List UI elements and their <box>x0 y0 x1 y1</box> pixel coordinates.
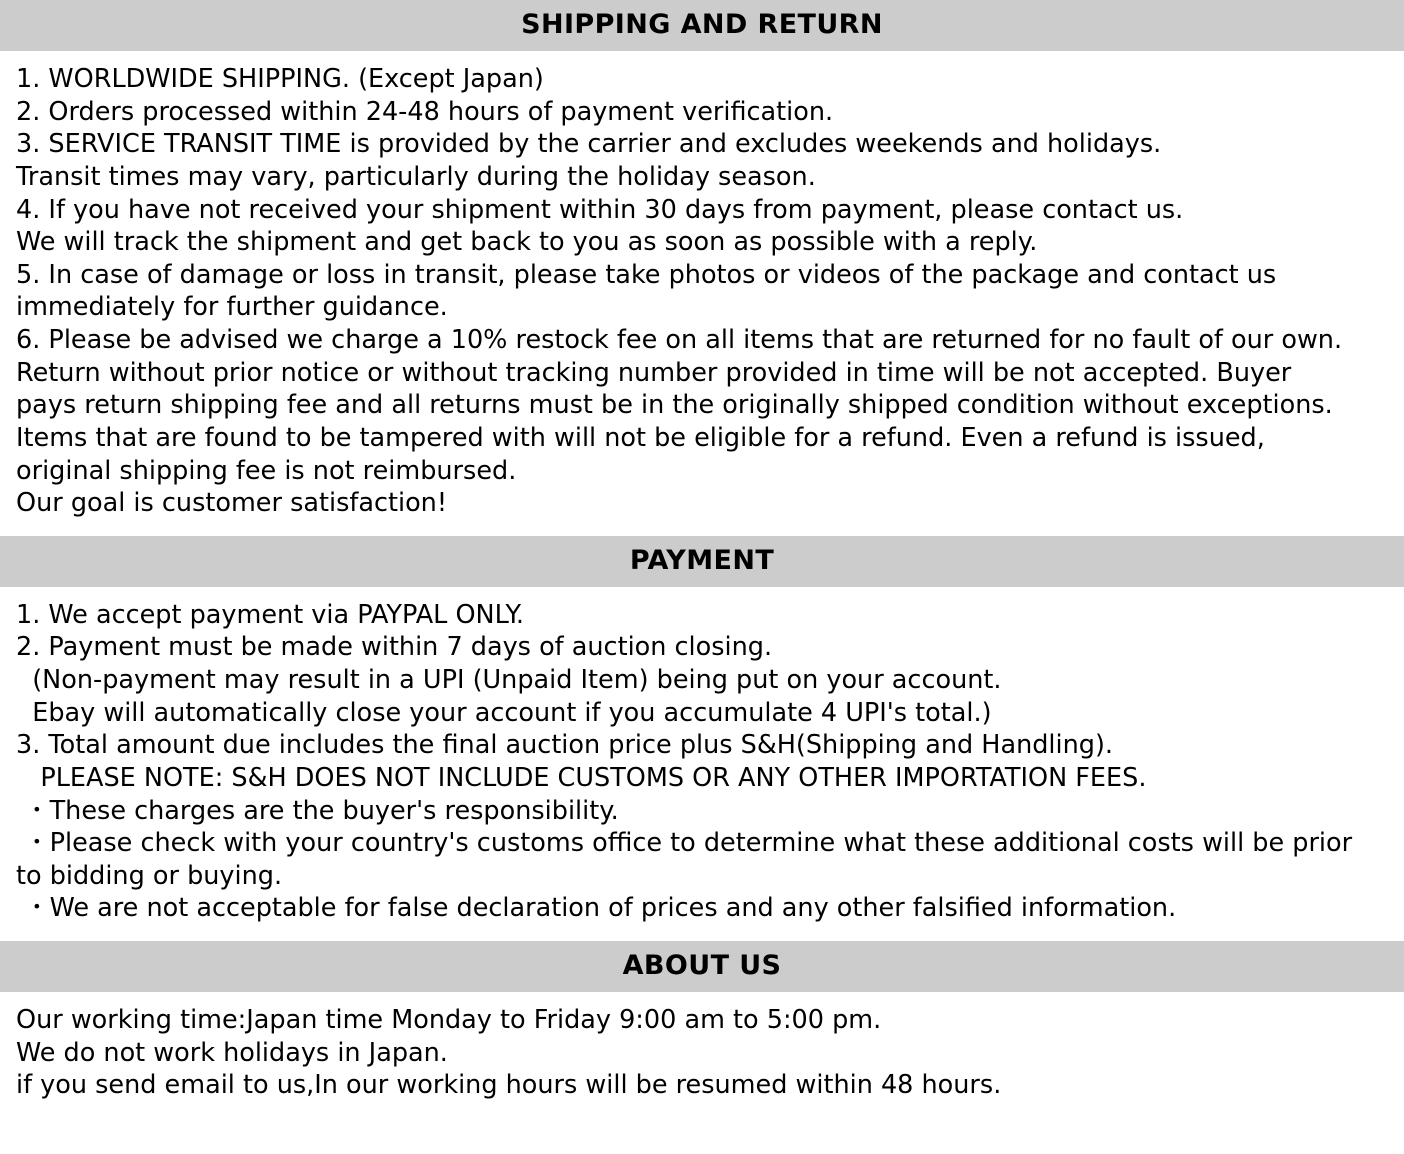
text-line: Our goal is customer satisfaction! <box>16 488 448 519</box>
section-body-payment <box>0 587 1404 935</box>
section-shipping-and-return <box>0 0 1404 530</box>
text-line: We will track the shipment and get back to you as soon as possible with a reply. <box>16 227 1038 258</box>
section-header-payment: PAYMENT <box>0 536 1404 587</box>
text-line: to bidding or buying. <box>16 860 283 891</box>
text-line: 2. Orders processed within 24-48 hours of payment verification. <box>16 96 834 127</box>
text-line: Ebay will automatically close your account if you accumulate 4 UPI's total.) <box>16 697 992 728</box>
text-line: We do not work holidays in Japan. <box>16 1037 448 1068</box>
text-line: Return without prior notice or without tracking number provided in time will be not accepted. Buyer <box>16 357 1292 388</box>
text-line: 3. SERVICE TRANSIT TIME is provided by the carrier and excludes weekends and holidays. <box>16 129 1162 160</box>
section-header-about-us: ABOUT US <box>0 941 1404 992</box>
text-line: 1. We accept payment via PAYPAL ONLY. <box>16 599 524 630</box>
text-line: ・These charges are the buyer's responsibility. <box>16 795 619 826</box>
text-line: ・We are not acceptable for false declaration of prices and any other falsified information. <box>16 893 1177 924</box>
text-line: ・Please check with your country's customs office to determine what these additional costs will be prior <box>16 828 1353 859</box>
text-line: 1. WORLDWIDE SHIPPING. (Except Japan) <box>16 64 544 95</box>
text-line: Items that are found to be tampered with will not be eligible for a refund. Even a refund is issued, <box>16 422 1265 453</box>
text-line: 4. If you have not received your shipment within 30 days from payment, please contact us. <box>16 194 1184 225</box>
text-line: pays return shipping fee and all returns must be in the originally shipped condition without exceptions. <box>16 390 1333 421</box>
section-about-us <box>0 941 1404 1112</box>
text-line: Our working time:Japan time Monday to Friday 9:00 am to 5:00 pm. <box>16 1005 882 1036</box>
section-body-shipping-and-return <box>0 51 1404 530</box>
text-line: if you send email to us,In our working hours will be resumed within 48 hours. <box>16 1070 1002 1101</box>
section-header-shipping-and-return: SHIPPING AND RETURN <box>0 0 1404 51</box>
text-line: Transit times may vary, particularly during the holiday season. <box>16 161 816 192</box>
section-body-about-us <box>0 992 1404 1112</box>
text-line: immediately for further guidance. <box>16 292 448 323</box>
text-line: original shipping fee is not reimbursed. <box>16 455 517 486</box>
text-line: 2. Payment must be made within 7 days of auction closing. <box>16 632 773 663</box>
text-line: 3. Total amount due includes the final auction price plus S&H(Shipping and Handling). <box>16 730 1113 761</box>
text-line: (Non-payment may result in a UPI (Unpaid Item) being put on your account. <box>16 665 1002 696</box>
section-payment <box>0 536 1404 935</box>
text-line: 5. In case of damage or loss in transit, please take photos or videos of the package and contact us <box>16 259 1277 290</box>
text-line: PLEASE NOTE: S&H DOES NOT INCLUDE CUSTOMS OR ANY OTHER IMPORTATION FEES. <box>16 762 1147 793</box>
text-line: 6. Please be advised we charge a 10% restock fee on all items that are returned for no fault of our own. <box>16 325 1343 356</box>
